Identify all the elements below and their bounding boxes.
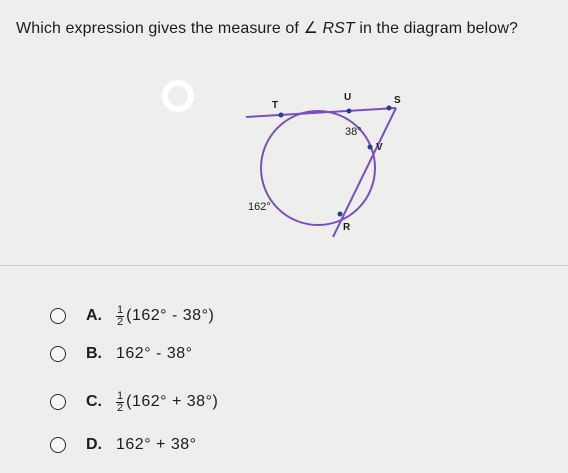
- point-S: [387, 106, 392, 111]
- secant-line: [333, 108, 396, 237]
- label-S: S: [394, 95, 401, 106]
- point-R: [338, 212, 343, 217]
- radio-d[interactable]: [50, 437, 66, 453]
- choice-expression: 162° + 38°: [116, 436, 197, 453]
- question-prefix: Which expression gives the measure of: [16, 20, 304, 37]
- arc-label-large: 162°: [248, 201, 271, 213]
- choice-letter: B.: [86, 345, 102, 362]
- fraction-half: [116, 391, 124, 414]
- choice-letter: A.: [86, 307, 102, 324]
- choice-c[interactable]: [50, 388, 218, 416]
- label-V: V: [376, 142, 383, 153]
- label-T: T: [272, 100, 279, 111]
- divider: [0, 265, 568, 266]
- point-U: [347, 109, 352, 114]
- choice-letter: C.: [86, 393, 102, 410]
- choice-a[interactable]: [50, 302, 214, 330]
- choice-d[interactable]: [50, 431, 197, 459]
- point-V: [368, 145, 373, 150]
- point-T: [279, 113, 284, 118]
- question-angle: ∠ RST: [303, 20, 355, 37]
- arc-label-small: 38°: [345, 126, 362, 138]
- label-U: U: [344, 92, 352, 103]
- fraction-numerator: 1: [117, 303, 124, 316]
- label-R: R: [343, 222, 351, 233]
- question-suffix: in the diagram below?: [354, 20, 518, 37]
- radio-b[interactable]: [50, 346, 66, 362]
- fraction-half: [116, 305, 124, 328]
- radio-c[interactable]: [50, 394, 66, 410]
- fraction-denominator: 2: [117, 401, 124, 414]
- tangent-line: [246, 108, 396, 117]
- watermark-ring: [165, 83, 191, 109]
- choice-letter: D.: [86, 436, 102, 453]
- choice-expression: 162° - 38°: [116, 345, 193, 362]
- choice-expression: (162° + 38°): [126, 393, 219, 410]
- radio-a[interactable]: [50, 308, 66, 324]
- choice-b[interactable]: [50, 340, 193, 368]
- fraction-numerator: 1: [117, 389, 124, 402]
- choice-expression: (162° - 38°): [126, 307, 215, 324]
- fraction-denominator: 2: [117, 315, 124, 328]
